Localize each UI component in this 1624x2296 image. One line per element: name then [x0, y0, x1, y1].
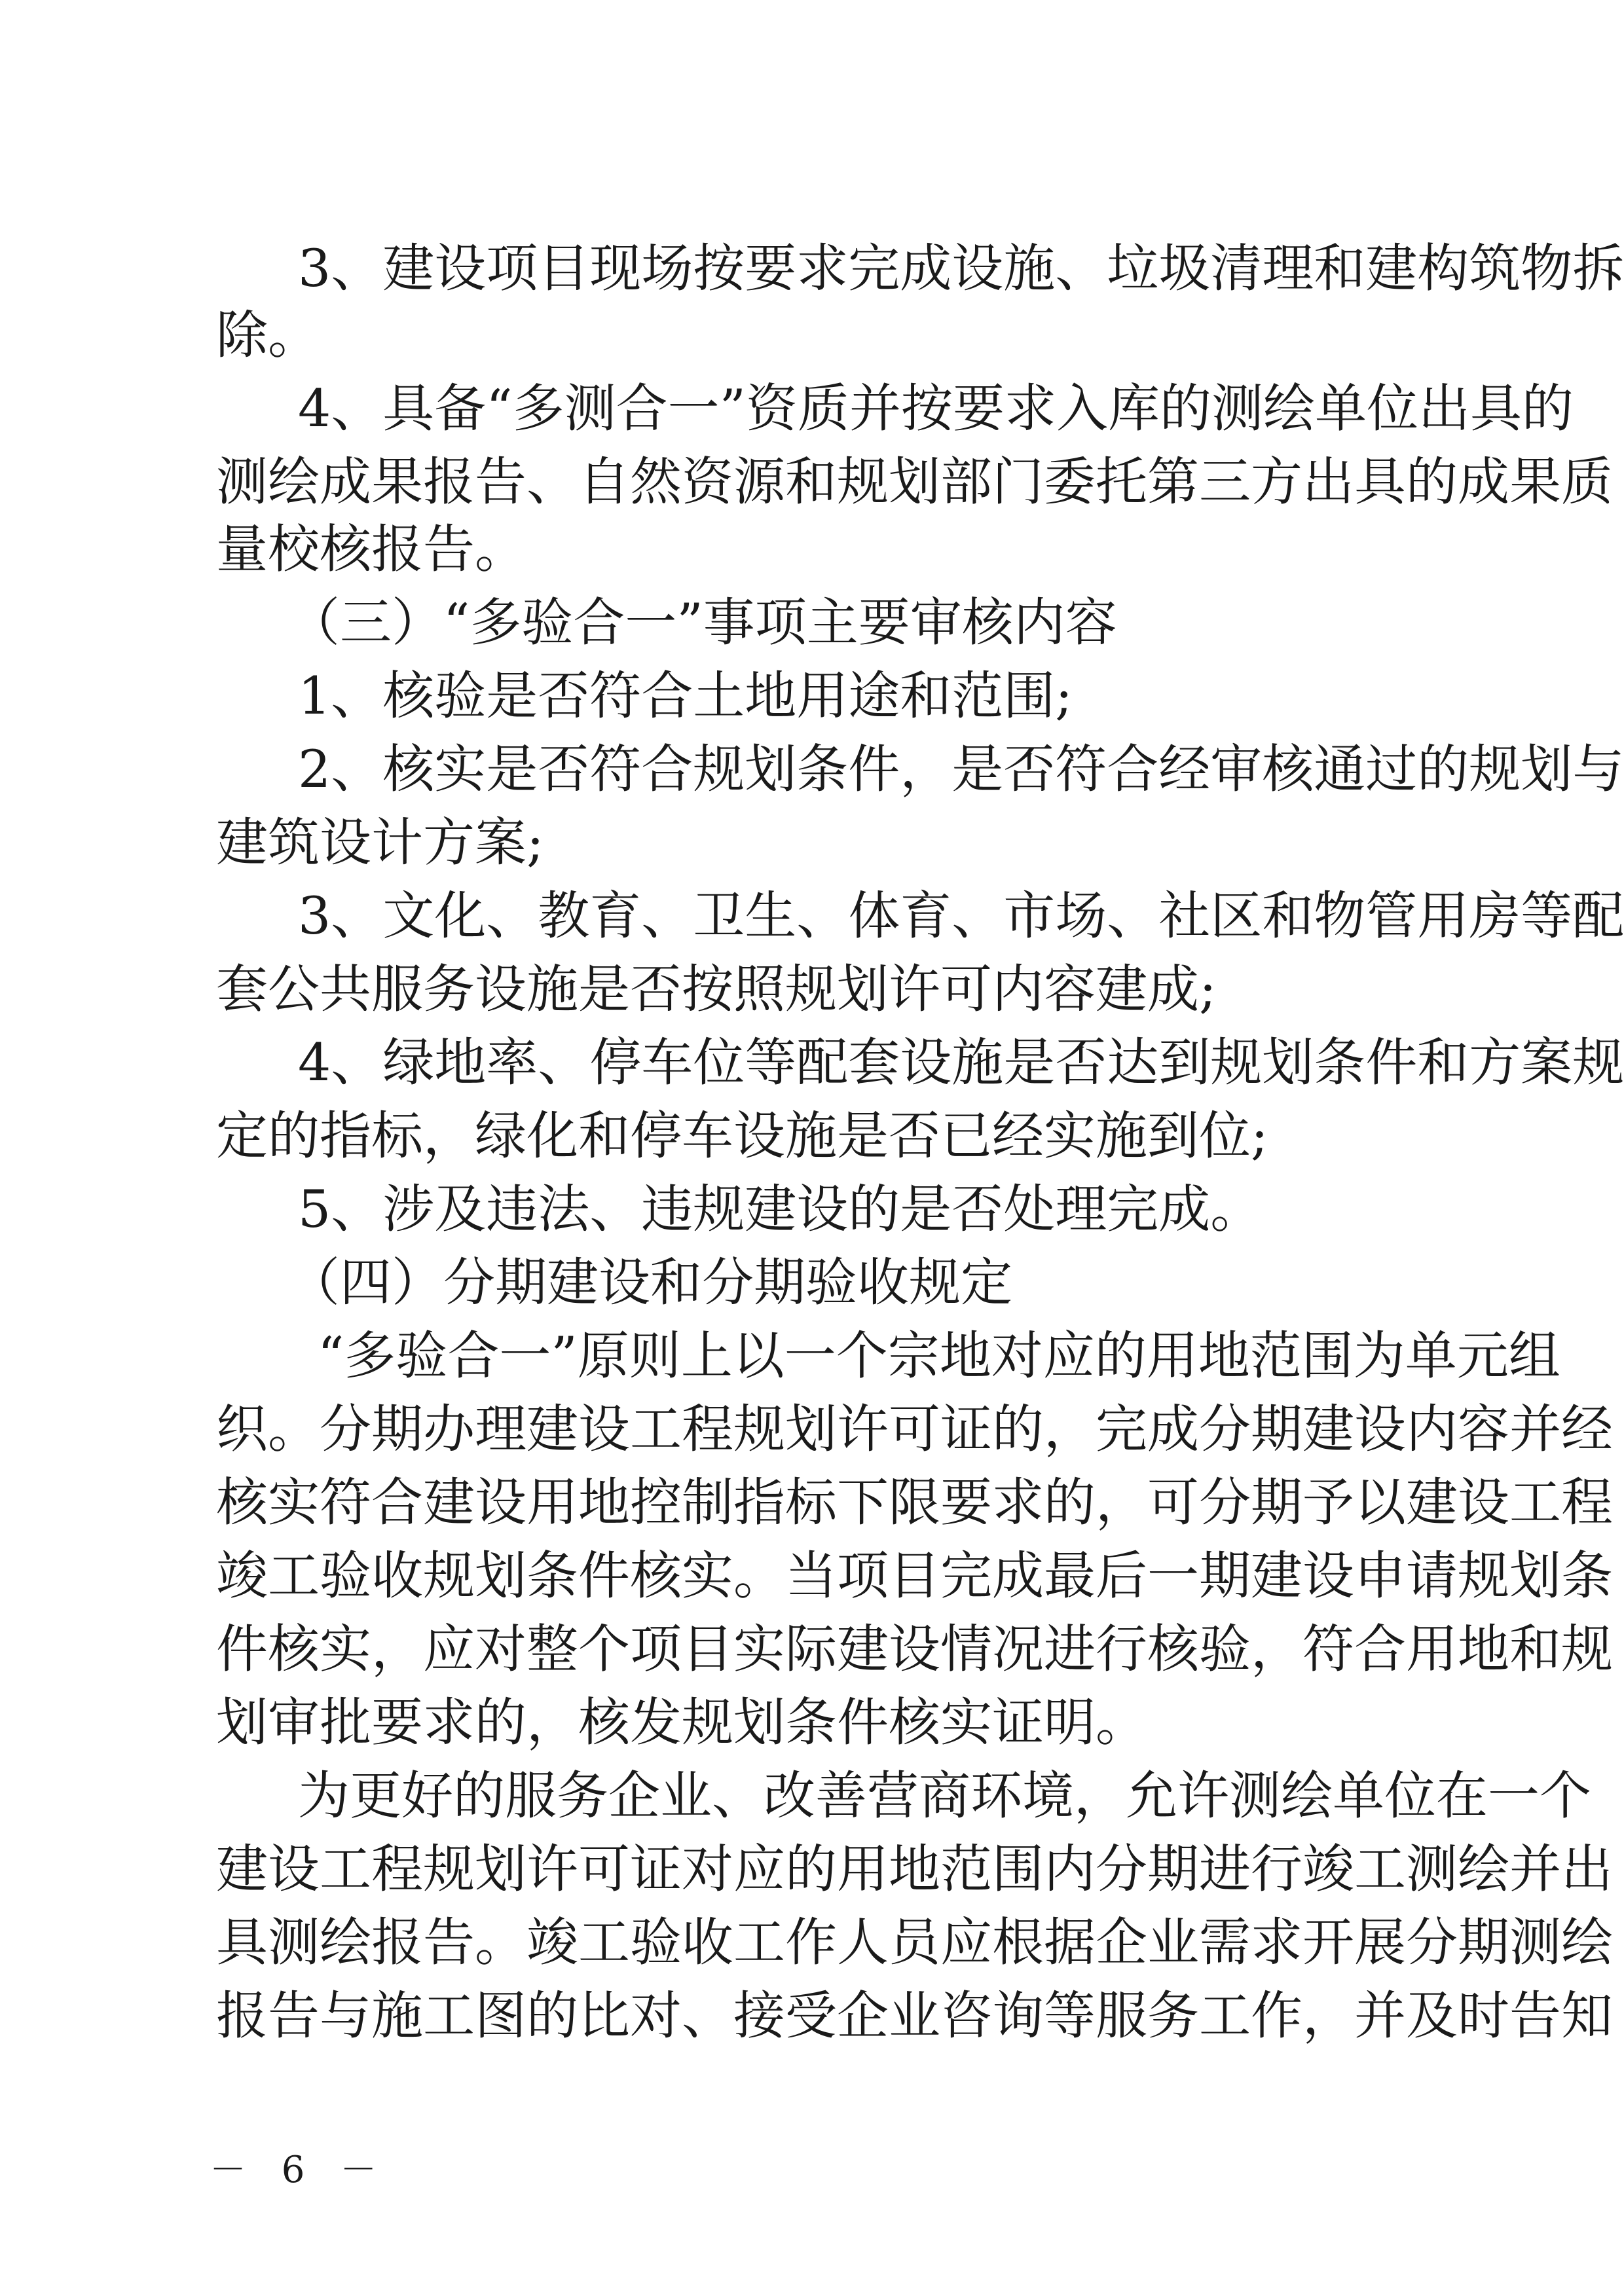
- page-number: － 6 －: [210, 2149, 389, 2191]
- paragraph-line: 定的指标，绿化和停车设施是否已经实施到位;: [216, 1106, 1268, 1166]
- paragraph-line: 划审批要求的，核发规划条件核实证明。: [216, 1692, 1147, 1753]
- paragraph-line: 1、核验是否符合土地用途和范围;: [298, 666, 1073, 726]
- paragraph-line: 核实符合建设用地控制指标下限要求的，可分期予以建设工程: [216, 1472, 1613, 1533]
- paragraph-line: 竣工验收规划条件核实。当项目完成最后一期建设申请规划条: [216, 1546, 1613, 1606]
- paragraph-line: 除。: [216, 305, 320, 365]
- section-heading: （三）“多验合一”事项主要审核内容: [288, 592, 1117, 653]
- paragraph-line: 4、绿地率、停车位等配套设施是否达到规划条件和方案规: [298, 1032, 1624, 1093]
- paragraph-line: 3、建设项目现场按要求完成设施、垃圾清理和建构筑物拆: [298, 238, 1624, 299]
- paragraph-line: 建设工程规划许可证对应的用地范围内分期进行竣工测绘并出: [216, 1839, 1613, 1899]
- paragraph-line: 报告与施工图的比对、接受企业咨询等服务工作，并及时告知: [216, 1986, 1613, 2046]
- paragraph-line: 织。分期办理建设工程规划许可证的，完成分期建设内容并经: [216, 1399, 1613, 1459]
- paragraph-line: 5、涉及违法、违规建设的是否处理完成。: [298, 1179, 1263, 1239]
- paragraph-line: 2、核实是否符合规划条件，是否符合经审核通过的规划与: [298, 739, 1624, 799]
- paragraph-line: “多验合一”原则上以一个宗地对应的用地范围为单元组: [318, 1326, 1560, 1386]
- paragraph-line: 具测绘报告。竣工验收工作人员应根据企业需求开展分期测绘: [216, 1912, 1613, 1973]
- paragraph-line: 量校核报告。: [216, 519, 526, 579]
- paragraph-line: 3、文化、教育、卫生、体育、市场、社区和物管用房等配: [298, 886, 1624, 946]
- paragraph-line: 为更好的服务企业、改善营商环境，允许测绘单位在一个: [298, 1766, 1591, 1826]
- paragraph-line: 建筑设计方案;: [216, 812, 544, 873]
- paragraph-line: 件核实，应对整个项目实际建设情况进行核验，符合用地和规: [216, 1619, 1613, 1679]
- section-heading: （四）分期建设和分期验收规定: [288, 1252, 1012, 1313]
- paragraph-line: 套公共服务设施是否按照规划许可内容建成;: [216, 959, 1217, 1019]
- paragraph-line: 4、具备“多测合一”资质并按要求入库的测绘单位出具的: [298, 378, 1574, 439]
- paragraph-line: 测绘成果报告、自然资源和规划部门委托第三方出具的成果质: [216, 452, 1613, 512]
